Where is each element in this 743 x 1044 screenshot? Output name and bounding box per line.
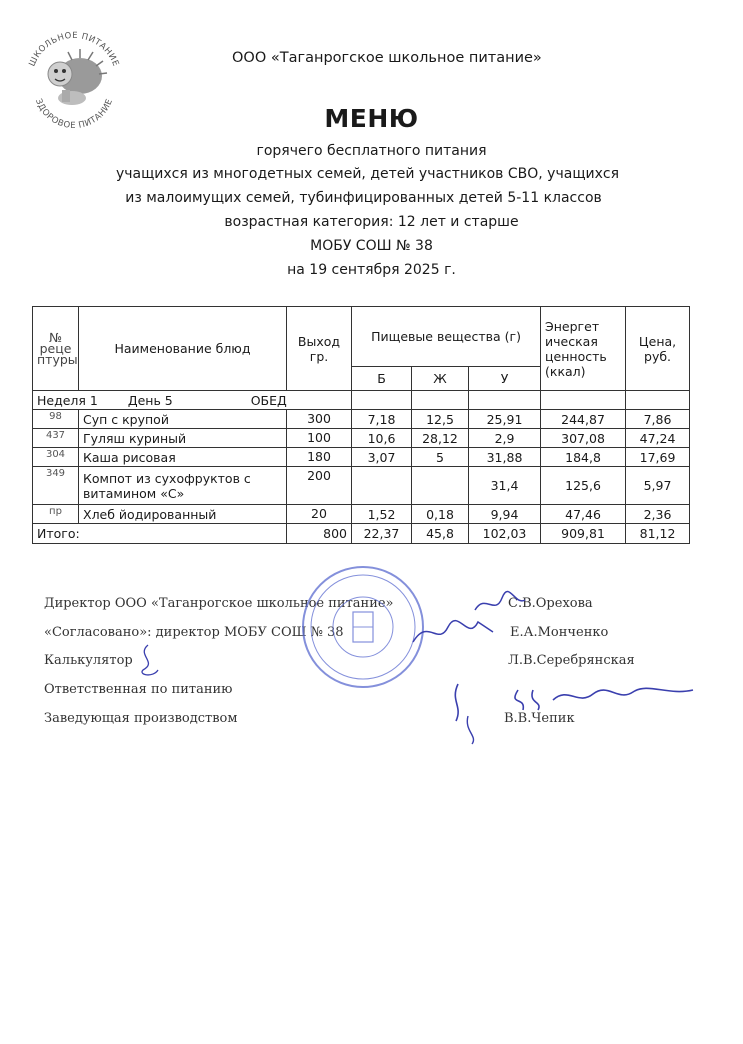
energy-cell: 307,08 bbox=[541, 429, 626, 448]
yield-cell: 100 bbox=[287, 429, 352, 448]
carbs-cell: 25,91 bbox=[469, 410, 541, 429]
header-yield: Выход гр. bbox=[287, 307, 352, 391]
signature-name-director: С.В.Орехова bbox=[508, 596, 593, 611]
signature-name-production: В.В.Чепик bbox=[504, 711, 575, 726]
carbs-cell: 2,9 bbox=[469, 429, 541, 448]
energy-cell: 47,46 bbox=[541, 505, 626, 524]
dish-name-cell: Каша рисовая bbox=[79, 448, 287, 467]
signature-role-production: Заведующая производством bbox=[44, 711, 238, 726]
header-dish-name: Наименование блюд bbox=[79, 307, 287, 391]
fat-cell: 28,12 bbox=[412, 429, 469, 448]
week-day-row bbox=[33, 391, 690, 410]
total-price: 81,12 bbox=[626, 524, 690, 544]
table-row bbox=[33, 448, 690, 467]
price-cell: 2,36 bbox=[626, 505, 690, 524]
header-price: Цена, руб. bbox=[626, 307, 690, 391]
age-category: возрастная категория: 12 лет и старше bbox=[224, 214, 519, 230]
signature-role-nutrition: Ответственная по питанию bbox=[44, 682, 233, 697]
carbs-cell: 9,94 bbox=[469, 505, 541, 524]
fat-cell: 0,18 bbox=[412, 505, 469, 524]
header-protein: Б bbox=[352, 367, 412, 391]
subtitle-line-1: горячего бесплатного питания bbox=[256, 143, 487, 159]
meal-label: ОБЕД bbox=[250, 392, 287, 408]
protein-cell: 7,18 bbox=[352, 410, 412, 429]
yield-cell: 300 bbox=[287, 410, 352, 429]
yield-cell: 20 bbox=[287, 505, 352, 524]
logo-text-bottom: ЗДОРОВОЕ ПИТАНИЕ bbox=[32, 97, 116, 132]
recipe-code-cell: 304 bbox=[33, 448, 79, 467]
header-carbs: У bbox=[469, 367, 541, 391]
total-row bbox=[33, 524, 690, 544]
total-energy: 909,81 bbox=[541, 524, 626, 544]
dish-name-cell: Суп с крупой bbox=[79, 410, 287, 429]
protein-cell: 1,52 bbox=[352, 505, 412, 524]
recipe-code-cell: 437 bbox=[33, 429, 79, 448]
subtitle-line-3: из малоимущих семей, тубинфицированных детей 5-11 классов bbox=[125, 190, 602, 206]
week-label: Неделя 1 bbox=[37, 392, 98, 408]
price-cell: 7,86 bbox=[626, 410, 690, 429]
carbs-cell: 31,4 bbox=[469, 467, 541, 505]
yield-cell: 200 bbox=[287, 467, 352, 505]
signature-name-school-director: Е.А.Монченко bbox=[510, 625, 609, 640]
total-protein: 22,37 bbox=[352, 524, 412, 544]
header-energy: Энергет ическая ценность (ккал) bbox=[541, 307, 626, 391]
signature-name-calculator: Л.В.Серебрянская bbox=[508, 653, 635, 668]
signature-role-director: Директор ООО «Таганрогское школьное питание» bbox=[44, 596, 394, 611]
logo-text-top: ШКОЛЬНОЕ ПИТАНИЕ bbox=[27, 30, 121, 69]
table-header-row bbox=[33, 307, 690, 367]
fat-cell: 12,5 bbox=[412, 410, 469, 429]
menu-table bbox=[32, 306, 690, 544]
signature-calculator-icon bbox=[128, 640, 168, 680]
menu-date: на 19 сентября 2025 г. bbox=[287, 262, 456, 278]
yield-cell: 180 bbox=[287, 448, 352, 467]
energy-cell: 125,6 bbox=[541, 467, 626, 505]
total-fat: 45,8 bbox=[412, 524, 469, 544]
signature-nutrition-icon bbox=[428, 676, 698, 746]
organization-name: ООО «Таганрогское школьное питание» bbox=[232, 50, 542, 66]
dish-name-cell: Хлеб йодированный bbox=[79, 505, 287, 524]
header-nutrients: Пищевые вещества (г) bbox=[352, 307, 541, 367]
protein-cell bbox=[352, 467, 412, 505]
fat-cell bbox=[412, 467, 469, 505]
total-label: Итого: bbox=[33, 524, 287, 544]
day-label: День 5 bbox=[127, 392, 173, 408]
signature-role-school-director: «Согласовано»: директор МОБУ СОШ № 38 bbox=[44, 625, 344, 640]
price-cell: 5,97 bbox=[626, 467, 690, 505]
recipe-code-cell: пр bbox=[33, 505, 79, 524]
carbs-cell: 31,88 bbox=[469, 448, 541, 467]
header-fat: Ж bbox=[412, 367, 469, 391]
price-cell: 47,24 bbox=[626, 429, 690, 448]
total-carbs: 102,03 bbox=[469, 524, 541, 544]
protein-cell: 10,6 bbox=[352, 429, 412, 448]
recipe-code-cell: 349 bbox=[33, 467, 79, 505]
school-name: МОБУ СОШ № 38 bbox=[310, 238, 433, 254]
protein-cell: 3,07 bbox=[352, 448, 412, 467]
price-cell: 17,69 bbox=[626, 448, 690, 467]
dish-name-cell: Гуляш куриный bbox=[79, 429, 287, 448]
total-yield: 800 bbox=[287, 524, 352, 544]
header-recipe-no: № реце птуры bbox=[33, 307, 79, 391]
table-row bbox=[33, 467, 690, 505]
page-title: МЕНЮ bbox=[324, 104, 419, 133]
signature-role-calculator: Калькулятор bbox=[44, 653, 133, 668]
table-row bbox=[33, 410, 690, 429]
energy-cell: 184,8 bbox=[541, 448, 626, 467]
table-row bbox=[33, 429, 690, 448]
recipe-code-cell: 98 bbox=[33, 410, 79, 429]
dish-name-cell: Компот из сухофруктов с витамином «С» bbox=[79, 467, 287, 505]
energy-cell: 244,87 bbox=[541, 410, 626, 429]
signature-school-director-icon bbox=[408, 612, 498, 652]
subtitle-line-2: учащихся из многодетных семей, детей участников СВО, учащихся bbox=[115, 166, 620, 182]
table-row bbox=[33, 505, 690, 524]
fat-cell: 5 bbox=[412, 448, 469, 467]
